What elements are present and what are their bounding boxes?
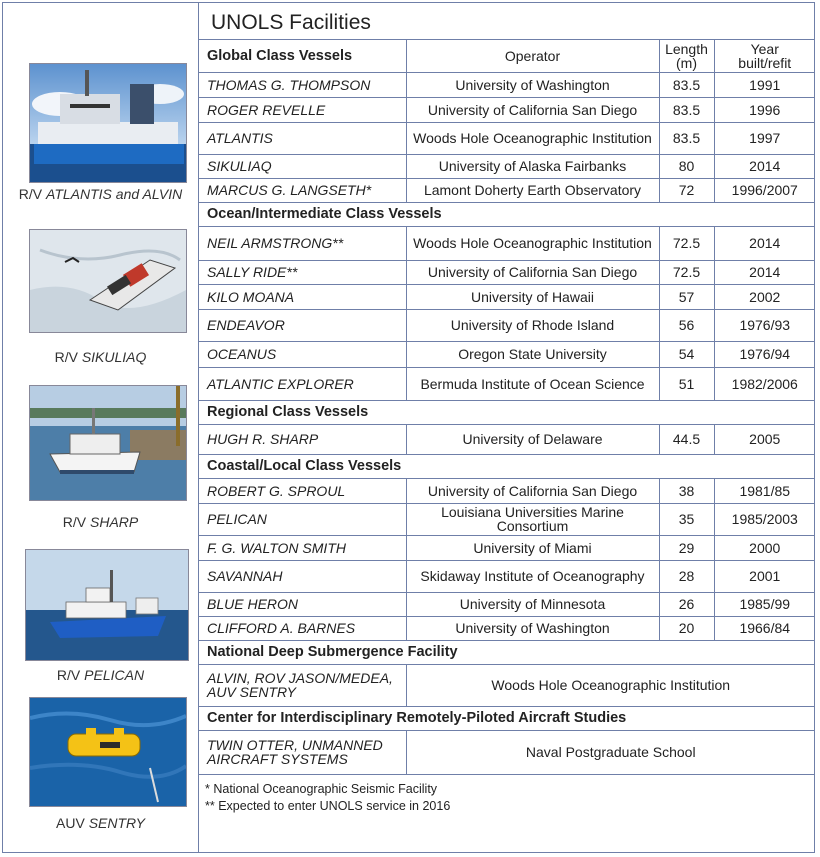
section-heading: Center for Interdisciplinary Remotely-Piloted Aircraft Studies	[199, 706, 815, 730]
operator: University of California San Diego	[406, 478, 659, 503]
vessel-name: ATLANTIC EXPLORER	[199, 367, 406, 400]
vessel-name: ROGER REVELLE	[199, 97, 406, 122]
year-built: 1985/2003	[714, 503, 815, 535]
length: 26	[659, 592, 714, 616]
caption-prefix: R/V	[56, 667, 85, 683]
operator: University of Rhode Island	[406, 309, 659, 341]
section-row	[199, 706, 815, 730]
year-built: 1996	[714, 97, 815, 122]
length: 72.5	[659, 226, 714, 260]
vessel-name: CLIFFORD A. BARNES	[199, 616, 406, 640]
caption-vessel-name: SIKULIAQ	[81, 349, 147, 365]
table-row	[199, 367, 815, 400]
year-built: 2014	[714, 154, 815, 178]
section-row	[199, 640, 815, 664]
vessel-name: BLUE HERON	[199, 592, 406, 616]
operator: Naval Postgraduate School	[406, 730, 815, 774]
table-row	[199, 226, 815, 260]
vessel-name: HUGH R. SHARP	[199, 424, 406, 454]
year-built: 1976/94	[714, 341, 815, 367]
table-row	[199, 664, 815, 706]
table-row	[199, 309, 815, 341]
section-row	[199, 400, 815, 424]
length: 28	[659, 560, 714, 592]
year-built: 2002	[714, 284, 815, 309]
year-built: 2005	[714, 424, 815, 454]
length: 20	[659, 616, 714, 640]
length: 83.5	[659, 97, 714, 122]
operator: Bermuda Institute of Ocean Science	[406, 367, 659, 400]
length: 57	[659, 284, 714, 309]
vessel-name: ATLANTIS	[199, 122, 406, 154]
table-row	[199, 122, 815, 154]
column-header-length: Length (m)	[659, 40, 714, 72]
year-built: 1966/84	[714, 616, 815, 640]
year-built: 1996/2007	[714, 178, 815, 202]
photo-sharp	[29, 385, 187, 501]
year-built: 1991	[714, 72, 815, 97]
photo-sikuliaq	[29, 229, 187, 333]
vessel-name: TWIN OTTER, UNMANNED AIRCRAFT SYSTEMS	[199, 730, 406, 774]
caption-prefix: R/V	[18, 186, 47, 202]
table-row	[199, 730, 815, 774]
length: 29	[659, 535, 714, 560]
operator: Woods Hole Oceanographic Institution	[406, 122, 659, 154]
section-heading-global: Global Class Vessels	[199, 40, 406, 72]
footnote-seismic: * National Oceanographic Seismic Facility	[205, 782, 438, 796]
length: 51	[659, 367, 714, 400]
section-row	[199, 454, 815, 478]
table-row	[199, 478, 815, 503]
vessel-name: SAVANNAH	[199, 560, 406, 592]
caption-sikuliaq	[3, 349, 198, 365]
vessel-name: THOMAS G. THOMPSON	[199, 72, 406, 97]
operator: University of California San Diego	[406, 260, 659, 284]
section-heading: Ocean/Intermediate Class Vessels	[199, 202, 815, 226]
footnotes	[205, 781, 450, 815]
operator: Lamont Doherty Earth Observatory	[406, 178, 659, 202]
footnote-2016: ** Expected to enter UNOLS service in 2016	[205, 799, 451, 813]
table-row	[199, 616, 815, 640]
caption-prefix: R/V	[54, 349, 82, 365]
vessel-name: ROBERT G. SPROUL	[199, 478, 406, 503]
length: 72	[659, 178, 714, 202]
vessel-name: ENDEAVOR	[199, 309, 406, 341]
table-row	[199, 97, 815, 122]
caption-vessel-name: ATLANTIS and ALVIN	[46, 186, 183, 202]
table-row	[199, 178, 815, 202]
photo-sentry	[29, 697, 187, 807]
length: 54	[659, 341, 714, 367]
length: 35	[659, 503, 714, 535]
caption-sharp	[3, 514, 198, 530]
operator: University of Washington	[406, 72, 659, 97]
vessel-name: NEIL ARMSTRONG**	[199, 226, 406, 260]
photo-atlantis	[29, 63, 187, 183]
operator: Oregon State University	[406, 341, 659, 367]
section-heading: Regional Class Vessels	[199, 400, 815, 424]
year-built: 1985/99	[714, 592, 815, 616]
year-built: 1981/85	[714, 478, 815, 503]
length: 83.5	[659, 122, 714, 154]
length: 44.5	[659, 424, 714, 454]
operator: University of Alaska Fairbanks	[406, 154, 659, 178]
caption-pelican	[3, 667, 198, 683]
vessel-name: ALVIN, ROV JASON/MEDEA, AUV SENTRY	[199, 664, 406, 706]
table-row	[199, 592, 815, 616]
section-heading: National Deep Submergence Facility	[199, 640, 815, 664]
operator: Woods Hole Oceanographic Institution	[406, 664, 815, 706]
table-row	[199, 284, 815, 309]
table-row	[199, 341, 815, 367]
length: 38	[659, 478, 714, 503]
operator: University of Hawaii	[406, 284, 659, 309]
operator: University of California San Diego	[406, 97, 659, 122]
year-built: 1982/2006	[714, 367, 815, 400]
length: 56	[659, 309, 714, 341]
caption-sentry	[3, 815, 198, 831]
vessel-name: PELICAN	[199, 503, 406, 535]
operator: University of Miami	[406, 535, 659, 560]
page-frame	[2, 2, 815, 853]
length: 72.5	[659, 260, 714, 284]
table-header-row	[199, 40, 815, 72]
column-header-operator: Operator	[406, 40, 659, 72]
caption-atlantis	[3, 186, 198, 202]
column-header-year: Year built/refit	[714, 40, 815, 72]
operator: University of Minnesota	[406, 592, 659, 616]
facilities-table-body	[199, 40, 815, 774]
year-built: 2001	[714, 560, 815, 592]
year-built: 1997	[714, 122, 815, 154]
operator: University of Delaware	[406, 424, 659, 454]
operator: Louisiana Universities Marine Consortium	[406, 503, 659, 535]
length: 83.5	[659, 72, 714, 97]
table-row	[199, 560, 815, 592]
operator: Skidaway Institute of Oceanography	[406, 560, 659, 592]
year-built: 1976/93	[714, 309, 815, 341]
caption-prefix: AUV	[56, 815, 89, 831]
page-title: UNOLS Facilities	[211, 11, 371, 34]
vessel-name: KILO MOANA	[199, 284, 406, 309]
photo-pelican	[25, 549, 189, 661]
vessel-name: SALLY RIDE**	[199, 260, 406, 284]
operator: University of Washington	[406, 616, 659, 640]
table-row	[199, 503, 815, 535]
year-built: 2014	[714, 226, 815, 260]
length: 80	[659, 154, 714, 178]
vessel-name: MARCUS G. LANGSETH*	[199, 178, 406, 202]
year-built: 2014	[714, 260, 815, 284]
facilities-table	[199, 40, 815, 775]
table-row	[199, 535, 815, 560]
table-row	[199, 154, 815, 178]
vessel-name: SIKULIAQ	[199, 154, 406, 178]
section-row	[199, 202, 815, 226]
section-heading: Coastal/Local Class Vessels	[199, 454, 815, 478]
vessel-name: OCEANUS	[199, 341, 406, 367]
caption-prefix: R/V	[62, 514, 90, 530]
caption-vessel-name: SHARP	[90, 514, 139, 530]
table-row	[199, 260, 815, 284]
photo-column	[3, 3, 199, 852]
table-row	[199, 424, 815, 454]
vessel-name: F. G. WALTON SMITH	[199, 535, 406, 560]
year-built: 2000	[714, 535, 815, 560]
operator: Woods Hole Oceanographic Institution	[406, 226, 659, 260]
caption-vessel-name: SENTRY	[88, 815, 145, 831]
caption-vessel-name: PELICAN	[84, 667, 145, 683]
table-row	[199, 72, 815, 97]
